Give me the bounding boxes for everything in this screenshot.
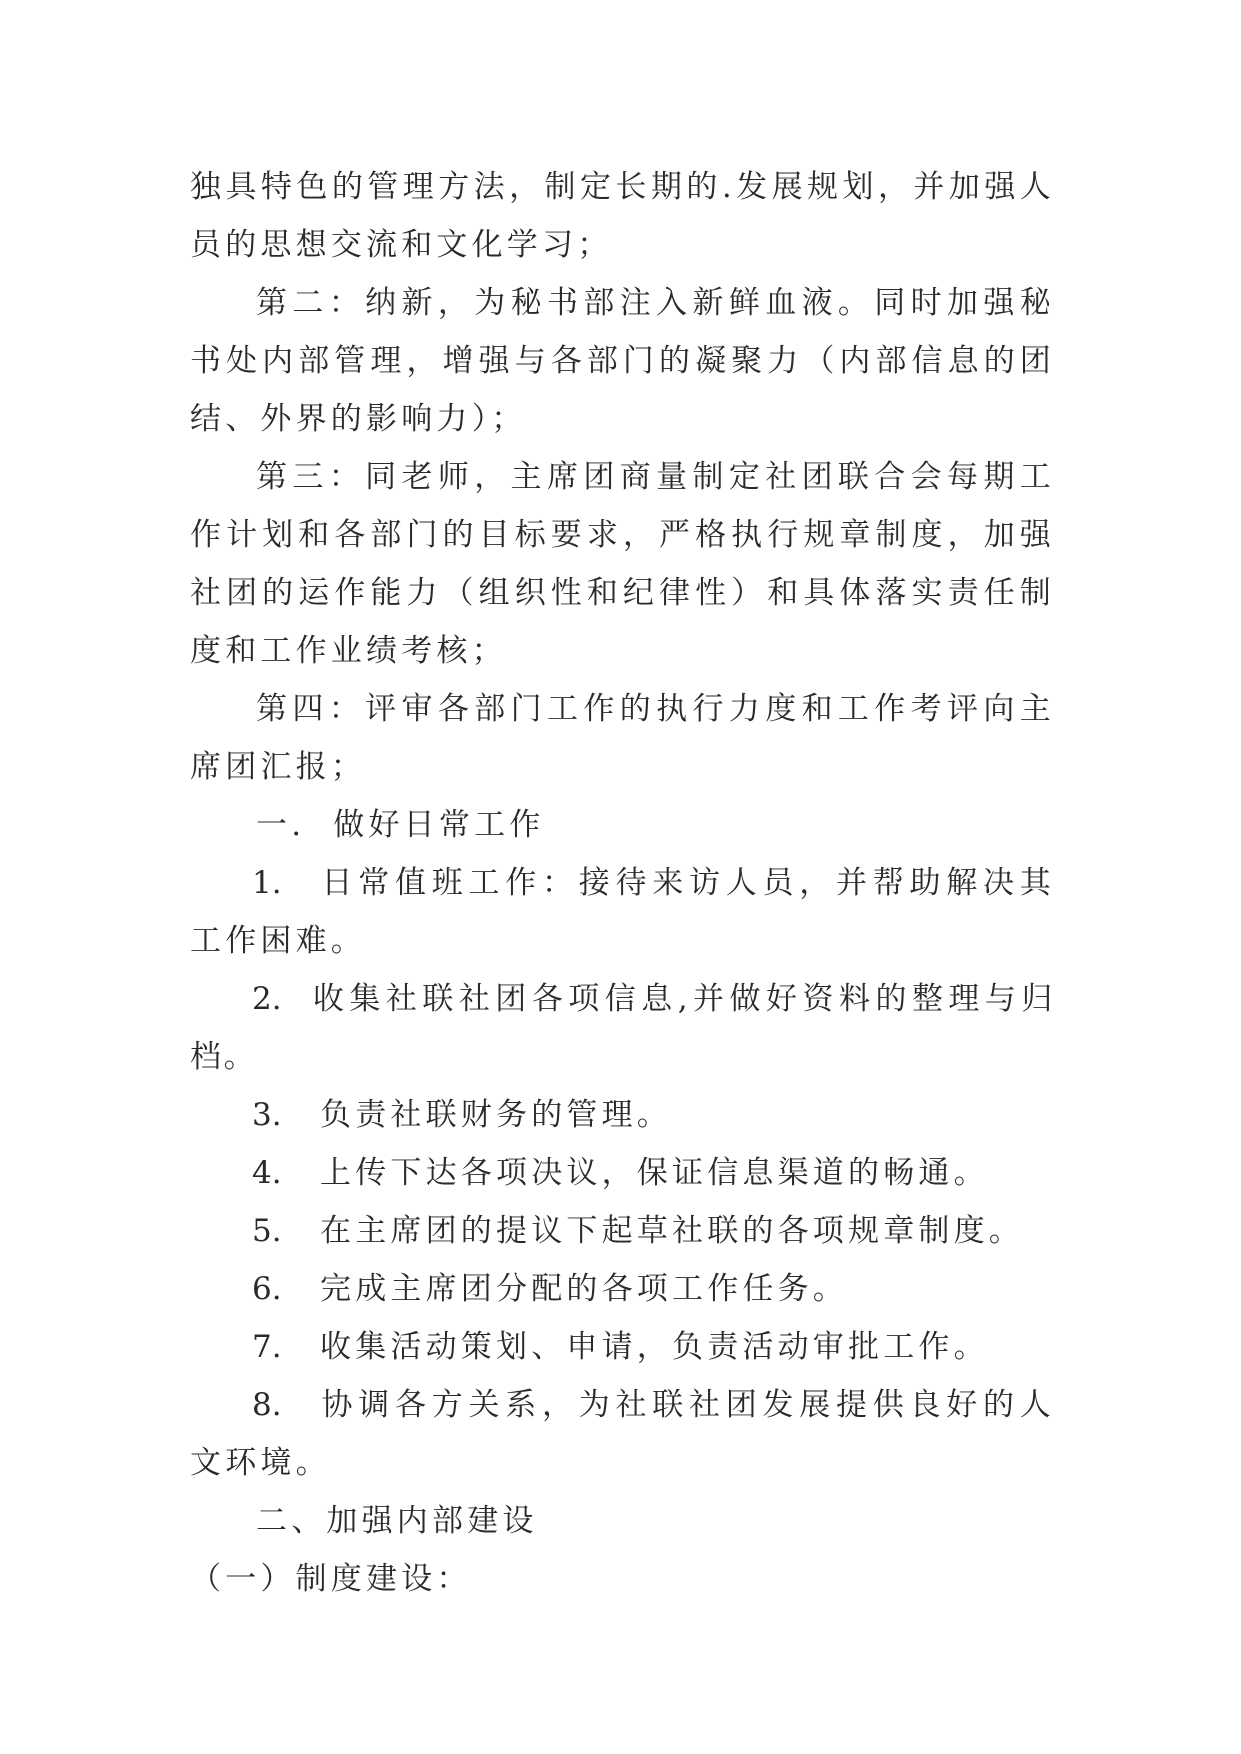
list-item (190, 1202, 1055, 1260)
paragraph: 独具特色的管理方法，制定长期的.发展规划，并加强人员的思想交流和文化学习； (190, 169, 1055, 263)
list-item-number: 8. (252, 1387, 282, 1423)
list-item-text: 负责社联财务的管理。 (320, 1097, 672, 1133)
list-item-number: 5. (252, 1213, 282, 1249)
subsection-heading: （一）制度建设： (190, 1561, 472, 1597)
list-item-text: 完成主席团分配的各项工作任务。 (320, 1271, 848, 1307)
paragraph: 第二：纳新，为秘书部注入新鲜血液。同时加强秘书处内部管理，增强与各部门的凝聚力（内部信息的团结、外界的影响力）； (190, 285, 1055, 437)
section-marker: 一. (256, 807, 306, 843)
list-item (190, 1086, 1055, 1144)
list-item (190, 1318, 1055, 1376)
list-item-number: 1. (252, 865, 282, 901)
section-title: 做好日常工作 (333, 807, 545, 843)
list-item-number: 7. (252, 1329, 282, 1365)
paragraph: 第三：同老师，主席团商量制定社团联合会每期工作计划和各部门的目标要求，严格执行规章制度，加强社团的运作能力（组织性和纪律性）和具体落实责任制度和工作业绩考核； (190, 459, 1055, 669)
document-body (190, 158, 1055, 1608)
list-item (190, 854, 1055, 970)
list-item-text: 收集活动策划、申请，负责活动审批工作。 (320, 1329, 989, 1365)
section-heading-1 (190, 796, 1055, 854)
list-item-number: 2. (252, 981, 282, 1017)
list-item-number: 6. (252, 1271, 282, 1307)
list-item (190, 1260, 1055, 1318)
list-item-text: 收集社联社团各项信息,并做好资料的整理与归档。 (190, 981, 1055, 1075)
list-item-text: 日常值班工作：接待来访人员，并帮助解决其工作困难。 (190, 865, 1055, 959)
paragraph: 第四：评审各部门工作的执行力度和工作考评向主席团汇报； (190, 691, 1055, 785)
list-item-text: 上传下达各项决议，保证信息渠道的畅通。 (320, 1155, 989, 1191)
list-item-number: 3. (252, 1097, 282, 1133)
list-item-text: 协调各方关系，为社联社团发展提供良好的人文环境。 (190, 1387, 1055, 1481)
list-item-number: 4. (252, 1155, 282, 1191)
section-heading-2: 二、加强内部建设 (256, 1503, 538, 1539)
list-item (190, 970, 1055, 1086)
list-item (190, 1376, 1055, 1492)
list-item-text: 在主席团的提议下起草社联的各项规章制度。 (320, 1213, 1024, 1249)
list-item (190, 1144, 1055, 1202)
